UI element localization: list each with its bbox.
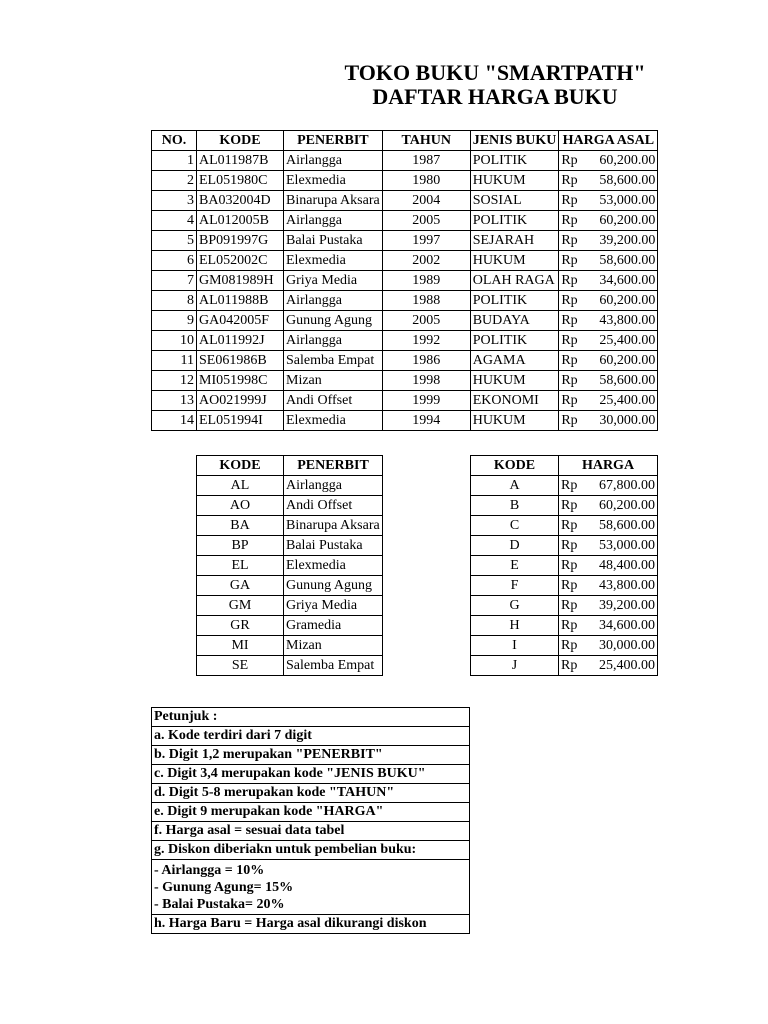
amount: 60,200.00: [599, 497, 655, 513]
price-value: [561, 498, 655, 514]
amount: 25,400.00: [599, 657, 655, 673]
instructions-table: [151, 707, 470, 934]
cell-jenis-buku: HUKUM: [470, 171, 559, 191]
cell-tahun: 1994: [382, 411, 470, 431]
amount: 53,000.00: [599, 537, 655, 553]
cell-no: 6: [152, 251, 197, 271]
cell-penerbit: Binarupa Aksara: [284, 516, 383, 536]
table-row: [152, 171, 658, 191]
cell-kode: SE061986B: [197, 351, 284, 371]
cell-jenis-buku: HUKUM: [470, 251, 559, 271]
price-cell: [559, 191, 658, 211]
header-tahun: TAHUN: [382, 131, 470, 151]
cell-kode: AO021999J: [197, 391, 284, 411]
price-value: [561, 538, 655, 554]
table-row: [197, 616, 383, 636]
cell-no: 7: [152, 271, 197, 291]
note-text: Petunjuk :: [152, 708, 470, 727]
table-row: [152, 291, 658, 311]
cell-kode: AL: [197, 476, 284, 496]
cell-penerbit: Elexmedia: [284, 251, 383, 271]
cell-kode: J: [471, 656, 559, 676]
price-cell: [559, 311, 658, 331]
currency-label: Rp: [561, 232, 578, 248]
cell-kode: BP: [197, 536, 284, 556]
cell-jenis-buku: POLITIK: [470, 211, 559, 231]
cell-kode: GA042005F: [197, 311, 284, 331]
cell-tahun: 1986: [382, 351, 470, 371]
note-row: [152, 765, 470, 784]
note-text: b. Digit 1,2 merupakan "PENERBIT": [152, 746, 470, 765]
note-row: [152, 803, 470, 822]
amount: 60,200.00: [599, 292, 656, 308]
cell-kode: E: [471, 556, 559, 576]
cell-jenis-buku: AGAMA: [470, 351, 559, 371]
cell-penerbit: Salemba Empat: [284, 351, 383, 371]
amount: 58,600.00: [599, 172, 656, 188]
cell-kode: EL: [197, 556, 284, 576]
cell-penerbit: Airlangga: [284, 151, 383, 171]
price-value: [561, 393, 655, 409]
amount: 43,800.00: [599, 312, 656, 328]
table-row: [197, 476, 383, 496]
price-cell: [559, 291, 658, 311]
cell-jenis-buku: EKONOMI: [470, 391, 559, 411]
note-text: c. Digit 3,4 merupakan kode "JENIS BUKU": [152, 765, 470, 784]
cell-tahun: 1980: [382, 171, 470, 191]
price-code-table: [470, 455, 658, 676]
amount: 39,200.00: [599, 597, 655, 613]
price-cell: [559, 476, 658, 496]
note-text: g. Diskon diberiakn untuk pembelian buku:: [152, 841, 470, 860]
cell-no: 2: [152, 171, 197, 191]
currency-label: Rp: [561, 212, 578, 228]
cell-penerbit: Binarupa Aksara: [284, 191, 383, 211]
cell-no: 1: [152, 151, 197, 171]
note-row: [152, 915, 470, 934]
cell-penerbit: Salemba Empat: [284, 656, 383, 676]
price-cell: [559, 656, 658, 676]
price-cell: [559, 231, 658, 251]
note-row: [152, 841, 470, 860]
price-value: [561, 518, 655, 534]
cell-tahun: 1997: [382, 231, 470, 251]
cell-kode: F: [471, 576, 559, 596]
note-text: e. Digit 9 merupakan kode "HARGA": [152, 803, 470, 822]
cell-penerbit: Airlangga: [284, 331, 383, 351]
currency-label: Rp: [561, 252, 578, 268]
currency-label: Rp: [561, 577, 578, 593]
currency-label: Rp: [561, 292, 578, 308]
price-cell: [559, 411, 658, 431]
price-cell: [559, 351, 658, 371]
cell-kode: I: [471, 636, 559, 656]
cell-penerbit: Balai Pustaka: [284, 231, 383, 251]
cell-kode: BA: [197, 516, 284, 536]
price-value: [561, 333, 655, 349]
table-row: [471, 556, 658, 576]
amount: 43,800.00: [599, 577, 655, 593]
amount: 30,000.00: [599, 637, 655, 653]
table-row: [152, 371, 658, 391]
price-value: [561, 213, 655, 229]
currency-label: Rp: [561, 412, 578, 428]
price-value: [561, 273, 655, 289]
cell-tahun: 1999: [382, 391, 470, 411]
cell-kode: EL052002C: [197, 251, 284, 271]
header-harga: HARGA: [559, 456, 658, 476]
amount: 58,600.00: [599, 252, 656, 268]
table-row: [197, 556, 383, 576]
table-header-row: [152, 131, 658, 151]
cell-no: 3: [152, 191, 197, 211]
table-row: [471, 516, 658, 536]
amount: 67,800.00: [599, 477, 655, 493]
amount: 58,600.00: [599, 372, 656, 388]
cell-kode: GM081989H: [197, 271, 284, 291]
cell-kode: AL011992J: [197, 331, 284, 351]
table-row: [471, 496, 658, 516]
cell-jenis-buku: HUKUM: [470, 411, 559, 431]
table-row: [152, 331, 658, 351]
price-cell: [559, 391, 658, 411]
price-value: [561, 638, 655, 654]
currency-label: Rp: [561, 332, 578, 348]
table-row: [471, 596, 658, 616]
price-cell: [559, 331, 658, 351]
price-value: [561, 153, 655, 169]
note-text: f. Harga asal = sesuai data tabel: [152, 822, 470, 841]
amount: 60,200.00: [599, 212, 656, 228]
currency-label: Rp: [561, 657, 578, 673]
table-row: [152, 251, 658, 271]
price-cell: [559, 496, 658, 516]
cell-penerbit: Airlangga: [284, 476, 383, 496]
price-value: [561, 618, 655, 634]
amount: 53,000.00: [599, 192, 656, 208]
cell-kode: G: [471, 596, 559, 616]
note-text: d. Digit 5-8 merupakan kode "TAHUN": [152, 784, 470, 803]
cell-kode: H: [471, 616, 559, 636]
cell-tahun: 2005: [382, 211, 470, 231]
cell-penerbit: Elexmedia: [284, 171, 383, 191]
price-value: [561, 373, 655, 389]
table-row: [197, 636, 383, 656]
currency-label: Rp: [561, 272, 578, 288]
price-cell: [559, 636, 658, 656]
cell-penerbit: Elexmedia: [284, 556, 383, 576]
cell-tahun: 1988: [382, 291, 470, 311]
currency-label: Rp: [561, 637, 578, 653]
table-row: [152, 191, 658, 211]
price-list-title: DAFTAR HARGA BUKU: [372, 86, 618, 108]
cell-penerbit: Gramedia: [284, 616, 383, 636]
amount: 25,400.00: [599, 332, 656, 348]
cell-penerbit: Andi Offset: [284, 391, 383, 411]
cell-jenis-buku: SEJARAH: [470, 231, 559, 251]
cell-jenis-buku: OLAH RAGA: [470, 271, 559, 291]
discount-item: - Airlangga = 10%: [154, 862, 265, 878]
price-cell: [559, 556, 658, 576]
table-row: [197, 516, 383, 536]
cell-tahun: 2004: [382, 191, 470, 211]
table-row: [197, 596, 383, 616]
header-penerbit: PENERBIT: [284, 456, 383, 476]
price-cell: [559, 251, 658, 271]
header-jenis-buku: JENIS BUKU: [470, 131, 559, 151]
cell-penerbit: Griya Media: [284, 596, 383, 616]
price-cell: [559, 151, 658, 171]
cell-kode: AL011988B: [197, 291, 284, 311]
cell-tahun: 2005: [382, 311, 470, 331]
note-row: [152, 708, 470, 727]
price-value: [561, 353, 655, 369]
price-value: [561, 598, 655, 614]
price-cell: [559, 371, 658, 391]
header-kode: KODE: [471, 456, 559, 476]
price-cell: [559, 536, 658, 556]
price-cell: [559, 171, 658, 191]
table-row: [152, 351, 658, 371]
table-row: [197, 536, 383, 556]
cell-kode: EL051980C: [197, 171, 284, 191]
currency-label: Rp: [561, 557, 578, 573]
amount: 48,400.00: [599, 557, 655, 573]
table-header-row: [197, 456, 383, 476]
table-row: [471, 616, 658, 636]
price-value: [561, 293, 655, 309]
amount: 30,000.00: [599, 412, 656, 428]
discount-item: - Gunung Agung= 15%: [154, 879, 294, 895]
amount: 39,200.00: [599, 232, 656, 248]
currency-label: Rp: [561, 477, 578, 493]
note-row: [152, 746, 470, 765]
cell-kode: MI051998C: [197, 371, 284, 391]
table-row: [471, 476, 658, 496]
cell-kode: BP091997G: [197, 231, 284, 251]
cell-kode: GM: [197, 596, 284, 616]
cell-penerbit: Airlangga: [284, 211, 383, 231]
amount: 34,600.00: [599, 617, 655, 633]
cell-penerbit: Elexmedia: [284, 411, 383, 431]
cell-kode: BA032004D: [197, 191, 284, 211]
cell-no: 9: [152, 311, 197, 331]
book-price-table: [151, 130, 658, 431]
table-row: [471, 636, 658, 656]
cell-tahun: 2002: [382, 251, 470, 271]
amount: 60,200.00: [599, 152, 656, 168]
table-row: [152, 151, 658, 171]
price-cell: [559, 271, 658, 291]
price-cell: [559, 596, 658, 616]
cell-jenis-buku: SOSIAL: [470, 191, 559, 211]
note-text: a. Kode terdiri dari 7 digit: [152, 727, 470, 746]
cell-kode: A: [471, 476, 559, 496]
cell-penerbit: Gunung Agung: [284, 576, 383, 596]
cell-jenis-buku: BUDAYA: [470, 311, 559, 331]
cell-no: 8: [152, 291, 197, 311]
currency-label: Rp: [561, 352, 578, 368]
cell-penerbit: Mizan: [284, 371, 383, 391]
cell-jenis-buku: POLITIK: [470, 291, 559, 311]
cell-kode: GA: [197, 576, 284, 596]
cell-penerbit: Mizan: [284, 636, 383, 656]
table-row: [471, 576, 658, 596]
publisher-code-table: [196, 455, 383, 676]
price-value: [561, 578, 655, 594]
price-value: [561, 233, 655, 249]
discount-item: - Balai Pustaka= 20%: [154, 896, 285, 912]
currency-label: Rp: [561, 192, 578, 208]
cell-penerbit: Balai Pustaka: [284, 536, 383, 556]
cell-tahun: 1998: [382, 371, 470, 391]
amount: 58,600.00: [599, 517, 655, 533]
cell-kode: C: [471, 516, 559, 536]
cell-no: 4: [152, 211, 197, 231]
table-row: [197, 496, 383, 516]
store-title: TOKO BUKU "SMARTPATH": [344, 62, 646, 82]
cell-kode: AL012005B: [197, 211, 284, 231]
cell-penerbit: Andi Offset: [284, 496, 383, 516]
cell-kode: SE: [197, 656, 284, 676]
cell-jenis-buku: HUKUM: [470, 371, 559, 391]
cell-kode: EL051994I: [197, 411, 284, 431]
discount-list: [152, 860, 470, 915]
cell-tahun: 1989: [382, 271, 470, 291]
amount: 25,400.00: [599, 392, 656, 408]
price-cell: [559, 616, 658, 636]
currency-label: Rp: [561, 392, 578, 408]
note-row: [152, 822, 470, 841]
price-value: [561, 478, 655, 494]
cell-kode: D: [471, 536, 559, 556]
note-text: h. Harga Baru = Harga asal dikurangi diskon: [152, 915, 470, 934]
price-value: [561, 253, 655, 269]
cell-kode: GR: [197, 616, 284, 636]
price-cell: [559, 211, 658, 231]
amount: 60,200.00: [599, 352, 656, 368]
currency-label: Rp: [561, 597, 578, 613]
cell-no: 12: [152, 371, 197, 391]
currency-label: Rp: [561, 537, 578, 553]
price-value: [561, 413, 655, 429]
header-penerbit: PENERBIT: [284, 131, 383, 151]
table-row: [152, 311, 658, 331]
cell-kode: MI: [197, 636, 284, 656]
amount: 34,600.00: [599, 272, 656, 288]
header-kode: KODE: [197, 456, 284, 476]
price-value: [561, 313, 655, 329]
note-row: [152, 727, 470, 746]
note-row: [152, 784, 470, 803]
cell-no: 13: [152, 391, 197, 411]
table-row: [152, 231, 658, 251]
currency-label: Rp: [561, 497, 578, 513]
table-row: [152, 211, 658, 231]
cell-jenis-buku: POLITIK: [470, 151, 559, 171]
note-row: [152, 860, 470, 915]
table-row: [152, 271, 658, 291]
cell-tahun: 1992: [382, 331, 470, 351]
table-row: [471, 656, 658, 676]
currency-label: Rp: [561, 312, 578, 328]
cell-tahun: 1987: [382, 151, 470, 171]
currency-label: Rp: [561, 152, 578, 168]
price-value: [561, 173, 655, 189]
cell-kode: AL011987B: [197, 151, 284, 171]
header-harga-asal: HARGA ASAL: [559, 131, 658, 151]
price-value: [561, 193, 655, 209]
cell-penerbit: Airlangga: [284, 291, 383, 311]
currency-label: Rp: [561, 617, 578, 633]
cell-kode: AO: [197, 496, 284, 516]
cell-no: 5: [152, 231, 197, 251]
price-cell: [559, 576, 658, 596]
cell-penerbit: Griya Media: [284, 271, 383, 291]
table-row: [471, 536, 658, 556]
cell-jenis-buku: POLITIK: [470, 331, 559, 351]
table-row: [152, 391, 658, 411]
cell-penerbit: Gunung Agung: [284, 311, 383, 331]
header-kode: KODE: [197, 131, 284, 151]
header-no: NO.: [152, 131, 197, 151]
table-row: [152, 411, 658, 431]
table-row: [197, 576, 383, 596]
cell-no: 11: [152, 351, 197, 371]
cell-no: 14: [152, 411, 197, 431]
currency-label: Rp: [561, 517, 578, 533]
price-value: [561, 558, 655, 574]
table-row: [197, 656, 383, 676]
cell-kode: B: [471, 496, 559, 516]
price-cell: [559, 516, 658, 536]
currency-label: Rp: [561, 172, 578, 188]
currency-label: Rp: [561, 372, 578, 388]
price-value: [561, 658, 655, 674]
cell-no: 10: [152, 331, 197, 351]
table-header-row: [471, 456, 658, 476]
